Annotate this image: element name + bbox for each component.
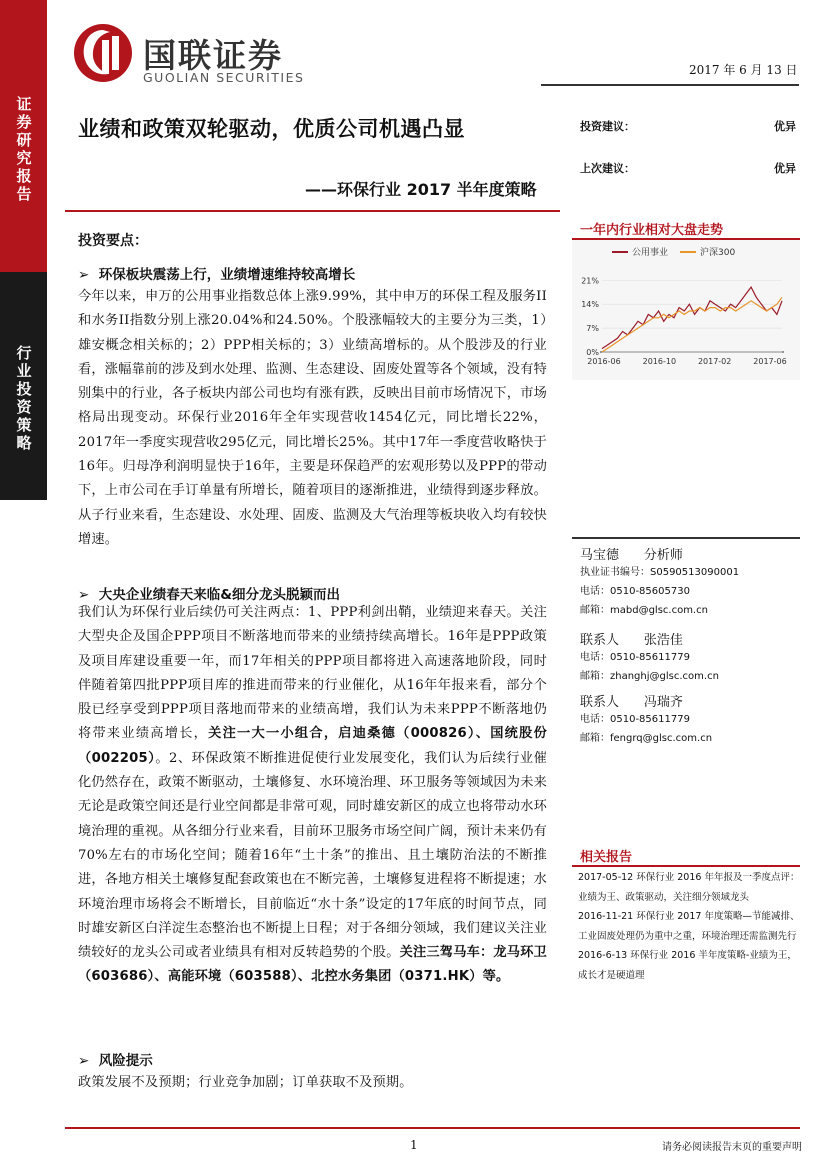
y-tick-label: 14%	[581, 300, 599, 310]
rating-previous-label: 上次建议：	[580, 162, 635, 175]
analyst-email: 邮箱：mabd@glsc.com.cn	[580, 605, 708, 616]
related-report-item[interactable]: 2016-6-13 环保行业 2016 半年度策略-业绩为王，成长才是硬道理	[578, 950, 797, 981]
title-rule	[65, 210, 560, 212]
legend-label-utilities: 公用事业	[632, 248, 669, 258]
x-tick-label: 2017-02	[697, 357, 732, 366]
legend-label-hs300: 沪深300	[700, 248, 736, 258]
section2-picks-a: 关注一大一小组合，启迪桑德（000826）、国统股份（002205）	[78, 726, 547, 766]
section1-title: ➢ 环保板块震荡上行，业绩增速维持较高增长	[78, 267, 356, 283]
sidebar-top-band	[0, 0, 47, 272]
section2-picks-b: 关注三驾马车：龙马环卫（603686）、高能环境（603588）、北控水务集团（0371.HK）等。	[78, 945, 547, 985]
footer-rule	[65, 1127, 800, 1129]
analyst-phone: 电话：0510-85605730	[580, 586, 690, 597]
contact-1-email: 邮箱：zhanghj@glsc.com.cn	[580, 671, 719, 682]
contact-1-phone: 电话：0510-85611779	[580, 652, 690, 663]
page-number: 1	[410, 1138, 418, 1152]
y-tick-label: 7%	[586, 324, 599, 334]
contact-2-phone: 电话：0510-85611779	[580, 714, 690, 725]
report-date: 2017 年 6 月 13 日	[689, 63, 798, 77]
logo-icon	[72, 22, 134, 84]
disclaimer-note: 请务必阅读报告末页的重要声明	[662, 1142, 802, 1153]
related-reports-list	[578, 868, 800, 985]
section1	[78, 263, 548, 283]
related-reports-title: 相关报告	[580, 850, 633, 865]
y-tick-label: 21%	[581, 276, 599, 286]
logo-chinese-name: 国联证券	[143, 36, 283, 75]
page-subtitle: ——环保行业 2017 半年度策略	[305, 180, 537, 199]
section2-text: 我们认为环保行业后续仍可关注两点：1、PPP利剑出鞘，业绩迎来春天。关注大型央企及国企PPP项目不断落地而带来的业绩持续高增长。16年是PPP政策及项目库建设重要一年，而17年相关的PPP项目都将进入高速落地阶段，同时伴随着第四批PPP项目库的推进而带来的行业催化，从16年年报来看，部分个股已经享受到PPP项目落地而带来的业绩高增，我们认为未来PPP不断落地仍将带来业绩高增长，关注一大一小组合，启迪桑德（000826）、国统股份（002205）。2、环保政策不断推进促使行业发展变化，我们认为后续行业催化仍然存在，政策不断驱动，土壤修复、水环境治理、环卫服务等领域因为未来无论是政策空间还是行业空间都是非常可观，同时雄安新区的成立也将带动水环境治理的重视。从各细分行业来看，目前环卫服务市场空间广阔，预计未来仍有70%左右的市场化空间；随着16年“土十条”的推出、且土壤防治法的不断推进，各地方相关土壤修复配套政策也在不断完善，土壤修复进程将不断提速；水环境治理市场将会不断增长，目前临近“水十条”设定的17年底的时间节点，同时雄安新区白洋淀生态整治也不断提上日程；对于各细分领域，我们建议关注业绩较好的龙头公司或者业绩具有相对反转趋势的个股。关注三驾马车：龙马环卫（603686）、高能环境（603588）、北控水务集团（0371.HK）等。	[78, 605, 547, 985]
logo-english-name: GUOLIAN SECURITIES	[143, 70, 305, 85]
related-report-item[interactable]: 2017-05-12 环保行业 2016 年年报及一季度点评：业绩为王、政策驱动，关注细分领域龙头	[578, 872, 800, 903]
y-tick-label: 0%	[586, 348, 599, 357]
sidebar-bottom-band	[0, 272, 47, 500]
chart-title: 一年内行业相对大盘走势	[580, 223, 724, 238]
section3-text: 政策发展不及预期；行业竞争加剧；订单获取不及预期。	[78, 1075, 413, 1090]
contact-2: 联系人 冯瑞齐	[580, 695, 683, 710]
sidebar-bottom-label: 行业投资策略	[16, 344, 32, 452]
section2-title: ➢ 大央企业绩春天来临&细分龙头脱颖而出	[78, 587, 340, 603]
bullet-arrow-icon: ➢	[78, 267, 99, 283]
section3-title: ➢ 风险提示	[78, 1053, 153, 1069]
key-points-heading: 投资要点：	[78, 233, 148, 249]
header-rule	[541, 84, 799, 86]
analyst-block	[580, 544, 800, 748]
section3	[78, 1049, 548, 1069]
analyst-primary: 马宝德 分析师	[580, 548, 683, 563]
contact-1: 联系人 张浩佳	[580, 633, 683, 648]
rating-current-label: 投资建议：	[580, 120, 635, 133]
sidebar-top-label: 证券研究报告	[16, 95, 32, 203]
analyst-cert: 执业证书编号：S0590513090001	[580, 567, 740, 578]
x-tick-label: 2016-06	[587, 357, 621, 366]
x-tick-label: 2016-10	[642, 357, 677, 366]
relative-performance-chart	[572, 240, 800, 380]
related-rule	[572, 865, 800, 867]
related-report-item[interactable]: 2016-11-21 环保行业 2017 年度策略—节能减排、工业固废处理仍为重中之重，环境治理还需监测先行	[578, 911, 800, 942]
rating-previous-value: 优异	[774, 162, 796, 175]
bullet-arrow-icon: ➢	[78, 587, 99, 603]
rating-current-value: 优异	[774, 120, 796, 133]
x-tick-label: 2017-06	[753, 357, 787, 366]
analyst-rule	[572, 537, 800, 539]
section1-text: 今年以来，申万的公用事业指数总体上涨9.99%，其中申万的环保工程及服务II和水务II指数分别上涨20.04%和24.50%。个股涨幅较大的主要分为三类，1）雄安概念相关标的；2）PPP相关标的；3）业绩高增标的。从个股涉及的行业看，涨幅靠前的涉及到水处理、监测、生态建设、固废处置等各个领域，没有特别集中的行业，各子板块内部公司也均有涨有跌，反映出目前市场情况下，市场格局出现变动。环保行业2016年全年实现营收1454亿元，同比增长22%，2017年一季度实现营收295亿元，同比增长25%。其中17年一季度营收略快于16年。归母净利润明显快于16年，主要是环保趋严的宏观形势以及PPP的带动下，上市公司在手订单量有所增长，随着项目的逐渐推进，业绩得到逐步释放。从子行业来看，生态建设、水处理、固废、监测及大气治理等板块收入均有较快增速。	[78, 289, 547, 547]
section2	[78, 583, 548, 603]
bullet-arrow-icon: ➢	[78, 1053, 99, 1069]
page-title: 业绩和政策双轮驱动，优质公司机遇凸显	[78, 117, 465, 141]
contact-2-email: 邮箱：fengrq@glsc.com.cn	[580, 733, 713, 744]
